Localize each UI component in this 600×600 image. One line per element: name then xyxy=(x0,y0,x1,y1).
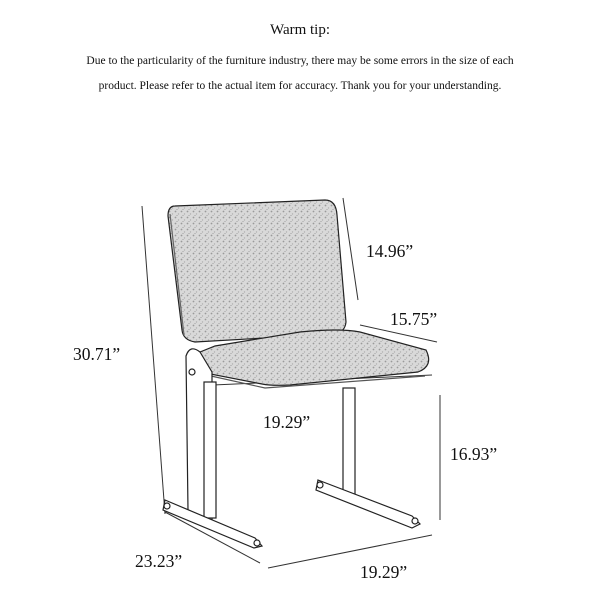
chair-backrest xyxy=(168,200,346,342)
chair-foot-cap xyxy=(317,482,323,488)
warm-tip-text-line-1: Due to the particularity of the furniture industry, there may be some errors in the size of each xyxy=(86,55,514,67)
warm-tip-text-line-2: product. Please refer to the actual item for accuracy. Thank you for your understanding. xyxy=(98,80,502,92)
overall-depth-label: 23.23” xyxy=(135,551,183,571)
warm-tip-title: Warm tip: xyxy=(269,22,331,38)
seat-width-label: 19.29” xyxy=(263,412,311,432)
backrest-height-label: 14.96” xyxy=(366,241,414,261)
seat-depth-label: 15.75” xyxy=(390,309,438,329)
chair-foot-cap xyxy=(412,518,418,524)
overall-width-label: 19.29” xyxy=(360,562,408,582)
seat-height-label: 16.93” xyxy=(450,444,498,464)
chair-foot-cap xyxy=(254,540,260,546)
chair-bolt xyxy=(189,369,195,375)
chair-foot-cap xyxy=(164,503,170,509)
overall-height-label: 30.71” xyxy=(73,344,121,364)
overall-width-line xyxy=(268,535,432,568)
chair-front-leg xyxy=(204,382,216,518)
backrest-height-line xyxy=(343,198,358,300)
overall-height-line xyxy=(142,206,165,514)
chair-right-base xyxy=(316,480,420,528)
chair-back-right-leg xyxy=(343,388,355,496)
